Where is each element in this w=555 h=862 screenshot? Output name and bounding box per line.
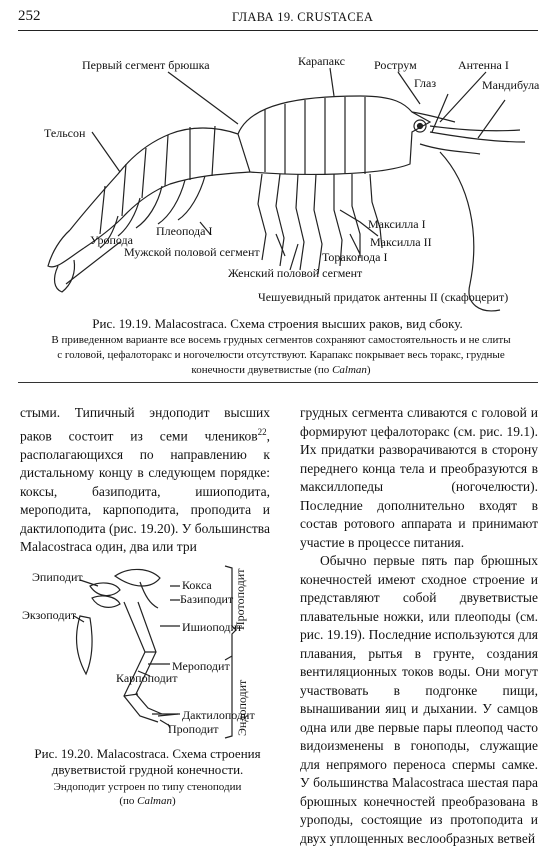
label-meropodite: Мероподит <box>172 659 230 673</box>
figure-19-20 <box>20 556 270 746</box>
label-maxilla-2: Максилла II <box>370 235 432 249</box>
figure-19-19-note-end: ) <box>366 364 371 376</box>
label-uropod: Уропода <box>90 233 133 247</box>
label-male-genital-segment: Мужской половой сегмент <box>124 245 260 259</box>
label-propodite: Проподит <box>168 722 219 736</box>
left-paragraph <box>20 404 270 557</box>
page-number: 252 <box>18 8 41 24</box>
label-first-abdominal-segment: Первый сегмент брюшка <box>82 58 210 72</box>
figure-19-20-caption-line-1: Рис. 19.20. Malacostraca. Схема строения <box>34 746 261 761</box>
figure-19-19-note-line-2: с головой, цефалоторакс и ногочелюсти отсутствуют. Карапакс покрывает весь торакс, грудные <box>57 349 505 361</box>
label-protopodite: Протоподит <box>233 568 247 630</box>
figure-19-20-caption <box>20 746 275 778</box>
figure-19-19-note <box>22 333 540 378</box>
label-rostrum: Рострум <box>374 58 417 72</box>
label-antenna-1: Антенна I <box>458 58 509 72</box>
label-female-genital-segment: Женский половой сегмент <box>228 266 363 280</box>
figure-19-20-note-end: ) <box>171 795 176 807</box>
right-paragraph-1: грудных сегмента сливаются с головой и формируют цефалоторакс (см. рис. 19.1). Их придатки разворачиваются в сторону переднего конца тела и преобразуются в максиллопеды (ногочелюсти). Последние дополнительно входят в состав ротового аппарата и принимают участие в процессе питания. <box>300 405 538 550</box>
figure-19-20-note-line-1: Эндоподит устроен по типу стеноподии <box>53 781 242 793</box>
footnote-ref: 22 <box>257 426 267 437</box>
figure-19-20-note <box>20 780 275 808</box>
label-endopodite: Эндоподит <box>235 679 249 736</box>
label-mandible: Мандибула <box>482 78 540 92</box>
label-epipodite: Эпиподит <box>32 570 83 584</box>
running-header: ГЛАВА 19. CRUSTACEA <box>232 10 374 24</box>
figure-19-19-note-line-1: В приведенном варианте все восемь грудных сегментов сохраняют самостоятельность и не слиты <box>51 334 511 346</box>
label-eye: Глаз <box>414 76 437 90</box>
figure-19-20-note-author: Calman <box>137 795 172 807</box>
left-column-text <box>20 404 270 557</box>
label-maxilla-1: Максилла I <box>368 217 426 231</box>
figure-19-19 <box>0 34 555 316</box>
label-telson: Тельсон <box>44 126 86 140</box>
label-scaphocerite: Чешуевидный придаток антенны II (скафоцерит) <box>258 290 509 304</box>
figure-19-19-note-author: Calman <box>332 364 367 376</box>
left-paragraph-part-2: , располагающихся по направлению к дистальному концу в следующем порядке: коксы, базиподита, ишиоподита, мероподита, карпоподита, проподита и дактилоподита (рис. 19.20). У большинства Malacostraca один, два или три <box>20 428 270 554</box>
figure-19-20-caption-line-2: двуветвистой грудной конечности. <box>51 762 244 777</box>
label-thoracopod-1: Торакопода I <box>322 250 388 264</box>
section-rule <box>18 382 538 383</box>
label-basipodite: Базиподит <box>180 592 234 606</box>
label-exopodite: Экзоподит <box>22 608 77 622</box>
label-ischiopodite: Ишиоподит <box>182 620 243 634</box>
figure-19-20-note-line-2: (по <box>119 795 138 807</box>
header-rule <box>18 30 538 31</box>
label-coxa: Кокса <box>182 578 212 592</box>
label-pleopod-1: Плеопода I <box>156 224 213 238</box>
figure-19-19-caption: Рис. 19.19. Malacostraca. Схема строения высших раков, вид сбоку. <box>92 316 463 331</box>
right-paragraph-2: Обычно первые пять пар брюшных конечностей имеют сходное строение и представляют собой двуветвистые плавательные ножки, или плеоподы (см. рис. 19.19). Последние используются для плавания, рытья в грунте, создания вентиляционных токов воды. Они могут участвовать в подгонке пищи, вынашивании яиц и дыхании. У самцов одна или две первые пары плеопод часто видоизменены в гоноподы, служащие для непрямого переноса спермы самке. У большинства Malacostraca шестая пара брюшных конечностей преобразована в уроподы, состоящие из протоподита и двух уплощенных веслообразных ветвей <box>300 553 538 846</box>
figure-19-19-note-line-3: конечности двуветвистые (по <box>191 364 333 376</box>
left-paragraph-part-1: стыми. Типичный эндоподит высших раков состоит из семи члеников <box>20 405 270 443</box>
label-carapace: Карапакс <box>298 54 345 68</box>
label-carpopodite: Карпоподит <box>116 671 178 685</box>
right-column-text <box>300 404 538 848</box>
label-dactylopodite: Дактилоподит <box>182 708 255 722</box>
